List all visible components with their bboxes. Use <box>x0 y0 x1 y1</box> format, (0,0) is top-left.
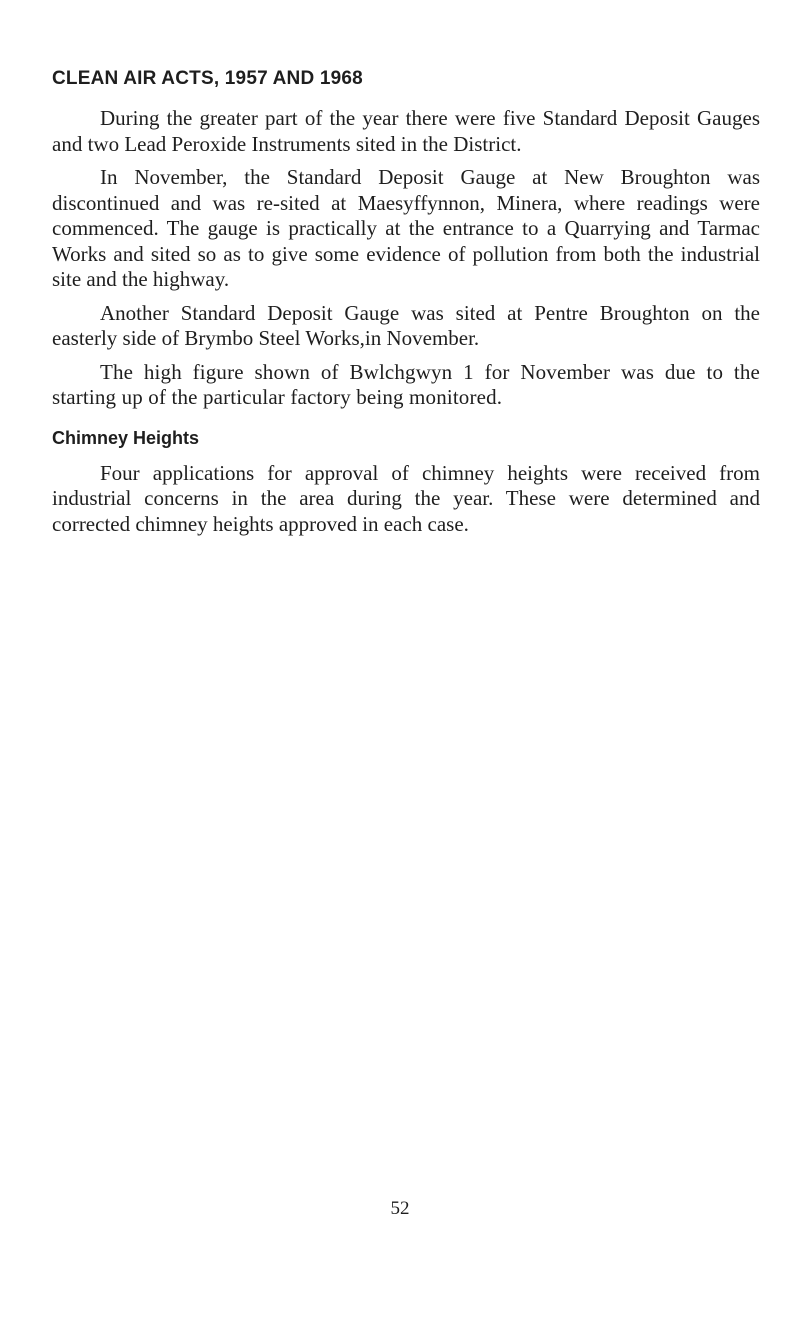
page-number: 52 <box>390 1198 410 1219</box>
paragraph-gauges: During the greater part of the year there were five Standard Deposit Gauges and two Lead Peroxide Instruments sited in the District. <box>52 106 760 156</box>
document-title: CLEAN AIR ACTS, 1957 AND 1968 <box>52 68 363 89</box>
paragraph-november-resite: In November, the Standard Deposit Gauge at New Broughton was discontinued and was re-sited at Maesyffynnon, Minera, where readings were commenced. The gauge is practically at the entrance to a Quarrying and Tarmac Works and sited so as to give some evidence of pollution from both the industrial site and the highway. <box>52 165 760 291</box>
paragraph-bwlchgwyn: The high figure shown of Bwlchgwyn 1 for November was due to the starting up of the particular factory being monitored. <box>52 359 760 409</box>
paragraph-pentre-broughton: Another Standard Deposit Gauge was sited at Pentre Broughton on the easterly side of Brymbo Steel Works,in November. <box>52 300 760 350</box>
section-heading-chimney-heights: Chimney Heights <box>52 427 200 448</box>
document-page <box>52 66 760 545</box>
paragraph-chimney-applications: Four applications for approval of chimney heights were received from industrial concerns in the area during the year. These were determined and corrected chimney heights approved in each case. <box>52 460 760 536</box>
